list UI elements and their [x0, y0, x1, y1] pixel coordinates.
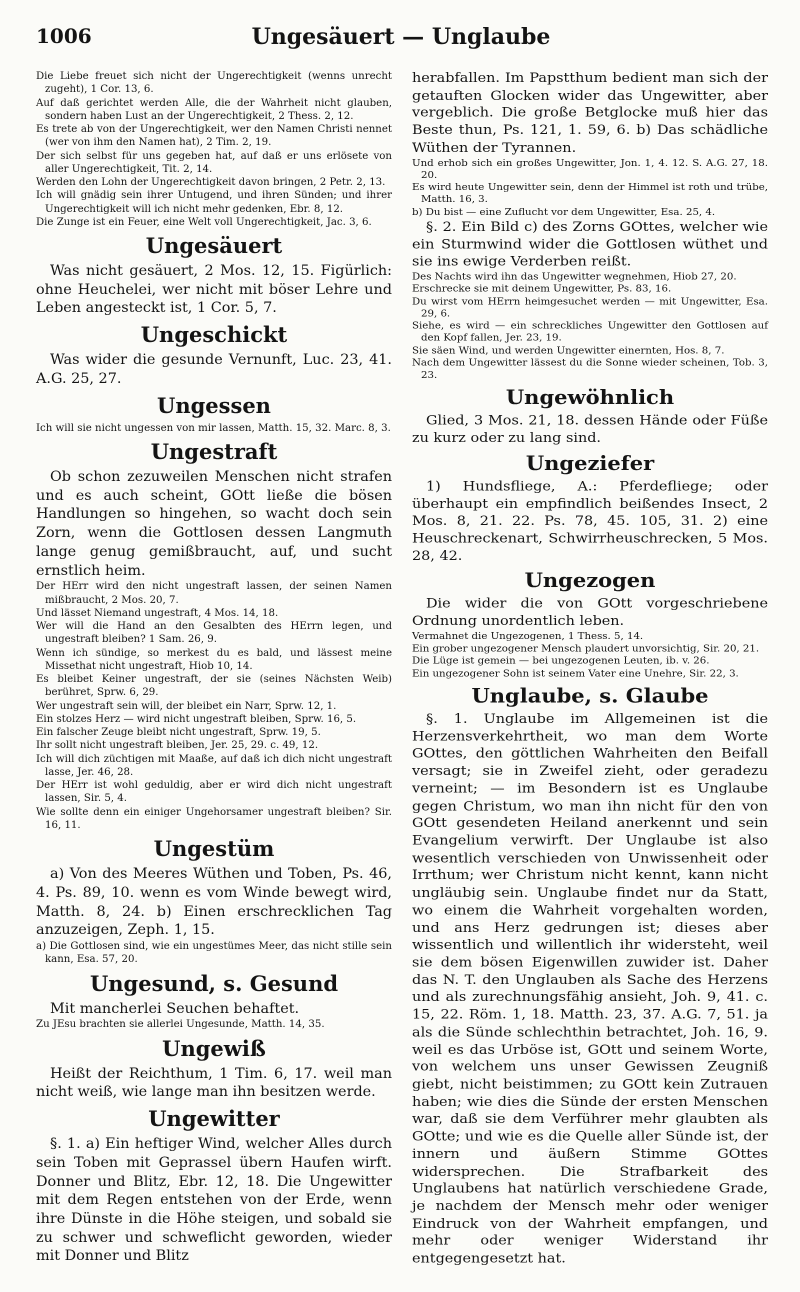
- scripture-citation: Es wird heute Ungewitter sein, denn der Himmel ist roth und trübe, Matth. 16, 3.: [412, 182, 768, 206]
- scripture-citation: Die Lüge ist gemein — bei ungezogenen Leuten, ib. v. 26.: [412, 656, 710, 667]
- entry-definition: Heißt der Reichthum, 1 Tim. 6, 17. weil man nicht weiß, wie lange man ihn besitzen werde.: [36, 1065, 392, 1101]
- scripture-citation: Wer ungestraft sein will, der bleibet ein Narr, Sprw. 12, 1.: [36, 700, 337, 712]
- scripture-citation: Ich will gnädig sein ihrer Untugend, und ihren Sünden; und ihrer Ungerechtigkeit will ich nicht mehr gedenken, Ebr. 8, 12.: [36, 190, 392, 215]
- scripture-citation: Ein stolzes Herz — wird nicht ungestraft bleiben, Sprw. 16, 5.: [36, 713, 357, 725]
- entry-heading: Ungesund, s. Gesund: [89, 970, 339, 996]
- scripture-citation: Nach dem Ungewitter lässest du die Sonne wieder scheinen, Tob. 3, 23.: [412, 358, 768, 381]
- scripture-citation: Werden den Lohn der Ungerechtigkeit davon bringen, 2 Petr. 2, 13.: [36, 177, 386, 188]
- scripture-citation: Auf daß gerichtet werden Alle, die der Wahrheit nicht glauben, sondern haben Lust an der Ungerechtigkeit, 2 Thess. 2, 12.: [36, 97, 392, 122]
- entry-definition: herabfallen. Im Papstthum bedient man sich der getauften Glocken wider das Ungewitter, aber vergeblich. Die große Betglocke muß hier das Beste thun, Ps. 121, 1. 59, 6. b) Das schädliche Wüthen der Tyrannen.: [412, 70, 768, 156]
- scripture-citation: Der HErr wird den nicht ungestraft lassen, der seinen Namen mißbraucht, 2 Mos. 20, 7.: [36, 581, 392, 606]
- entry-heading: Ungesäuert: [145, 233, 283, 258]
- entry-definition: a) Von des Meeres Wüthen und Toben, Ps. 46, 4. Ps. 89, 10. wenn es vom Winde bewegt wird, Matth. 8, 24. b) Einen erschrecklichen Tag anzuzeigen, Zeph. 1, 15.: [36, 866, 392, 939]
- entry-definition: §. 1. a) Ein heftiger Wind, welcher Alles durch sein Toben mit Geprassel übern Haufen wirft. Donner und Blitz, Ebr. 12, 18. Die Ungewitter mit dem Regen entstehen von der Erde, wenn ihre Dünste in die Höhe steigen, und sobald sie zu schwer und schweflicht geworden, wieder mit Donner und Blitz: [36, 1136, 392, 1265]
- scripture-citation: Die Liebe freuet sich nicht der Ungerechtigkeit (wenns unrecht zugeht), 1 Cor. 13, 6.: [36, 71, 392, 96]
- entry-heading: Ungestüm: [153, 836, 275, 862]
- entry-heading: Ungezogen: [524, 568, 656, 593]
- page-number: 1006: [36, 24, 92, 48]
- scripture-citation: Der sich selbst für uns gegeben hat, auf daß er uns erlösete von aller Ungerechtigkeit, Tit. 2, 14.: [36, 150, 392, 175]
- scripture-citation: a) Die Gottlosen sind, wie ein ungestümes Meer, das nicht stille sein kann, Esa. 57, 20.: [36, 941, 392, 966]
- entry-heading: Ungewitter: [148, 1106, 280, 1132]
- page-header: [36, 24, 766, 54]
- scripture-citation: Es bleibet Keiner ungestraft, der sie (seines Nächsten Weib) berühret, Sprw. 6, 29.: [36, 674, 392, 699]
- entry-heading: Unglaube, s. Glaube: [471, 683, 709, 707]
- running-title: Ungesäuert — Unglaube: [251, 24, 551, 50]
- scripture-citation: Sie säen Wind, und werden Ungewitter einernten, Hos. 8, 7.: [412, 345, 725, 356]
- scripture-citation: Erschrecke sie mit deinem Ungewitter, Ps. 83, 16.: [412, 284, 672, 295]
- scripture-citation: Ich will dich züchtigen mit Maaße, auf daß ich dich nicht ungestraft lasse, Jer. 46, 28.: [36, 753, 392, 778]
- scripture-citation: Ein falscher Zeuge bleibt nicht ungestraft, Sprw. 19, 5.: [36, 727, 321, 739]
- left-column: [36, 70, 392, 1266]
- entry-definition: Was wider die gesunde Vernunft, Luc. 23, 41. A.G. 25, 27.: [36, 352, 392, 387]
- entry-heading: Ungewöhnlich: [505, 385, 675, 409]
- entry-definition: Was nicht gesäuert, 2 Mos. 12, 15. Figürlich: ohne Heuchelei, wer nicht mit böser Lehre und Leben angesteckt ist, 1 Cor. 5, 7.: [36, 263, 392, 317]
- scripture-citation: Wie sollte denn ein einiger Ungehorsamer ungestraft bleiben? Sir. 16, 11.: [36, 806, 392, 831]
- scripture-citation: Und lässet Niemand ungestraft, 4 Mos. 14, 18.: [36, 607, 279, 619]
- scripture-citation: Ich will sie nicht ungessen von mir lassen, Matth. 15, 32. Marc. 8, 3.: [36, 422, 391, 434]
- scripture-citation: Ihr sollt nicht ungestraft bleiben, Jer. 25, 29. c. 49, 12.: [36, 740, 319, 752]
- scripture-citation: Du wirst vom HErrn heimgesuchet werden — mit Ungewitter, Esa. 29, 6.: [412, 296, 768, 320]
- entry-heading: Ungewiß: [162, 1035, 266, 1061]
- entry-definition: Glied, 3 Mos. 21, 18. dessen Hände oder Füße zu kurz oder zu lang sind.: [412, 413, 768, 446]
- scripture-citation: Vermahnet die Ungezogenen, 1 Thess. 5, 14.: [412, 631, 644, 642]
- entry-heading: Ungessen: [157, 392, 271, 418]
- scripture-citation: Die Zunge ist ein Feuer, eine Welt voll Ungerechtigkeit, Jac. 3, 6.: [36, 216, 372, 228]
- scripture-citation: Und erhob sich ein großes Ungewitter, Jon. 1, 4. 12. S. A.G. 27, 18. 20.: [412, 157, 768, 181]
- entry-definition: §. 2. Ein Bild c) des Zorns GOttes, welcher wie ein Sturmwind wider die Gottlosen wüthet und sie ins ewige Verderben reißt.: [412, 219, 768, 270]
- scripture-citation: Zu JEsu brachten sie allerlei Ungesunde, Matth. 14, 35.: [36, 1019, 325, 1031]
- scripture-citation: Wer will die Hand an den Gesalbten des HErrn legen, und ungestraft bleiben? 1 Sam. 26, 9.: [36, 621, 392, 646]
- scripture-citation: Siehe, es wird — ein schreckliches Ungewitter den Gottlosen auf den Kopf fallen, Jer. 23, 19.: [412, 321, 768, 344]
- scripture-citation: b) Du bist — eine Zuflucht vor dem Ungewitter, Esa. 25, 4.: [412, 207, 716, 218]
- scripture-citation: Wenn ich sündige, so merkest du es bald, und lässest meine Missethat nicht ungestraft, Hiob 10, 14.: [36, 647, 392, 672]
- entry-heading: Ungeziefer: [525, 451, 655, 475]
- entry-heading: Ungeschickt: [140, 322, 288, 348]
- entry-definition: Die wider die von GOtt vorgeschriebene Ordnung unordentlich leben.: [412, 596, 768, 630]
- entry-definition: §. 1. Unglaube im Allgemeinen ist die Herzensverkehrtheit, wo man dem Worte GOttes, den göttlichen Wahrheiten den Beifall versagt; sie in Zweifel zieht, oder geradezu verneint; — im Besondern ist es Unglaube gegen Christum, wo man ihn nicht für den von GOtt gesendeten Heiland anerkennt und sein Evangelium verwirft. Der Unglaube ist also wesentlich verschieden von Unwissenheit oder Irrthum; wer Christum nicht kennt, kann nicht ungläubig sein. Unglaube findet nur da Statt, wo einem die Wahrheit vorgehalten worden, und ans Herz gedrungen ist; dieses aber wissentlich und willentlich ihr widersteht, weil sie dem bösen Eigenwillen zuwider ist. Daher das N. T. den Unglauben als Sache des Herzens und als zurechnungsfähig ansieht, Joh. 9, 41. c. 15, 22. Röm. 1, 18. Matth. 23, 37. A.G. 7, 51. ja als die Sünde schlechthin betrachtet, Joh. 16, 9. weil es das Urböse ist, GOtt und seinem Worte, von welchem uns unser Gewissen Zeugniß giebt, nicht beistimmen; zu GOtt kein Zutrauen haben; wie dies die Sünde der ersten Menschen war, daß sie dem Verführer mehr glaubten als GOtte; und wie es die Quelle aller Sünde ist, der innern und äußern Stimme GOttes widersprechen. Die Strafbarkeit des Unglaubens hat natürlich verschiedene Grade, je nachdem der Mensch mehr oder weniger Eindruck von der Wahrheit empfangen, und mehr oder weniger Widerstand ihr entgegengesetzt hat.: [412, 711, 768, 1267]
- entry-definition: 1) Hundsfliege, A.: Pferdefliege; oder überhaupt ein empfindlich beißendes Insect, 2 Mos. 8, 21. 22. Ps. 78, 45. 105, 31. 2) eine Heuschreckenart, Schwirrheuschrecken, 5 Mos. 28, 42.: [412, 478, 768, 564]
- scripture-citation: Ein ungezogener Sohn ist seinem Vater eine Unehre, Sir. 22, 3.: [412, 668, 739, 679]
- scripture-citation: Des Nachts wird ihn das Ungewitter wegnehmen, Hiob 27, 20.: [412, 271, 737, 283]
- entry-definition: Ob schon zezuweilen Menschen nicht strafen und es auch scheint, GOtt ließe die bösen Handlungen so hingehen, so wacht doch sein Zorn, wenn die Gottlosen dessen Langmuth lange genug gemißbraucht, auf, und sucht ernstlich heim.: [36, 469, 392, 579]
- right-column: [412, 70, 768, 1268]
- entry-heading: Ungestraft: [150, 438, 278, 464]
- scripture-citation: Der HErr ist wohl geduldig, aber er wird dich nicht ungestraft lassen, Sir. 5, 4.: [36, 780, 392, 805]
- scripture-citation: Es trete ab von der Ungerechtigkeit, wer den Namen Christi nennet (wer von ihm den Namen hat), 2 Tim. 2, 19.: [36, 124, 392, 149]
- scripture-citation: Ein grober ungezogener Mensch plaudert unvorsichtig, Sir. 20, 21.: [412, 643, 760, 655]
- entry-definition: Mit mancherlei Seuchen behaftet.: [50, 1000, 300, 1017]
